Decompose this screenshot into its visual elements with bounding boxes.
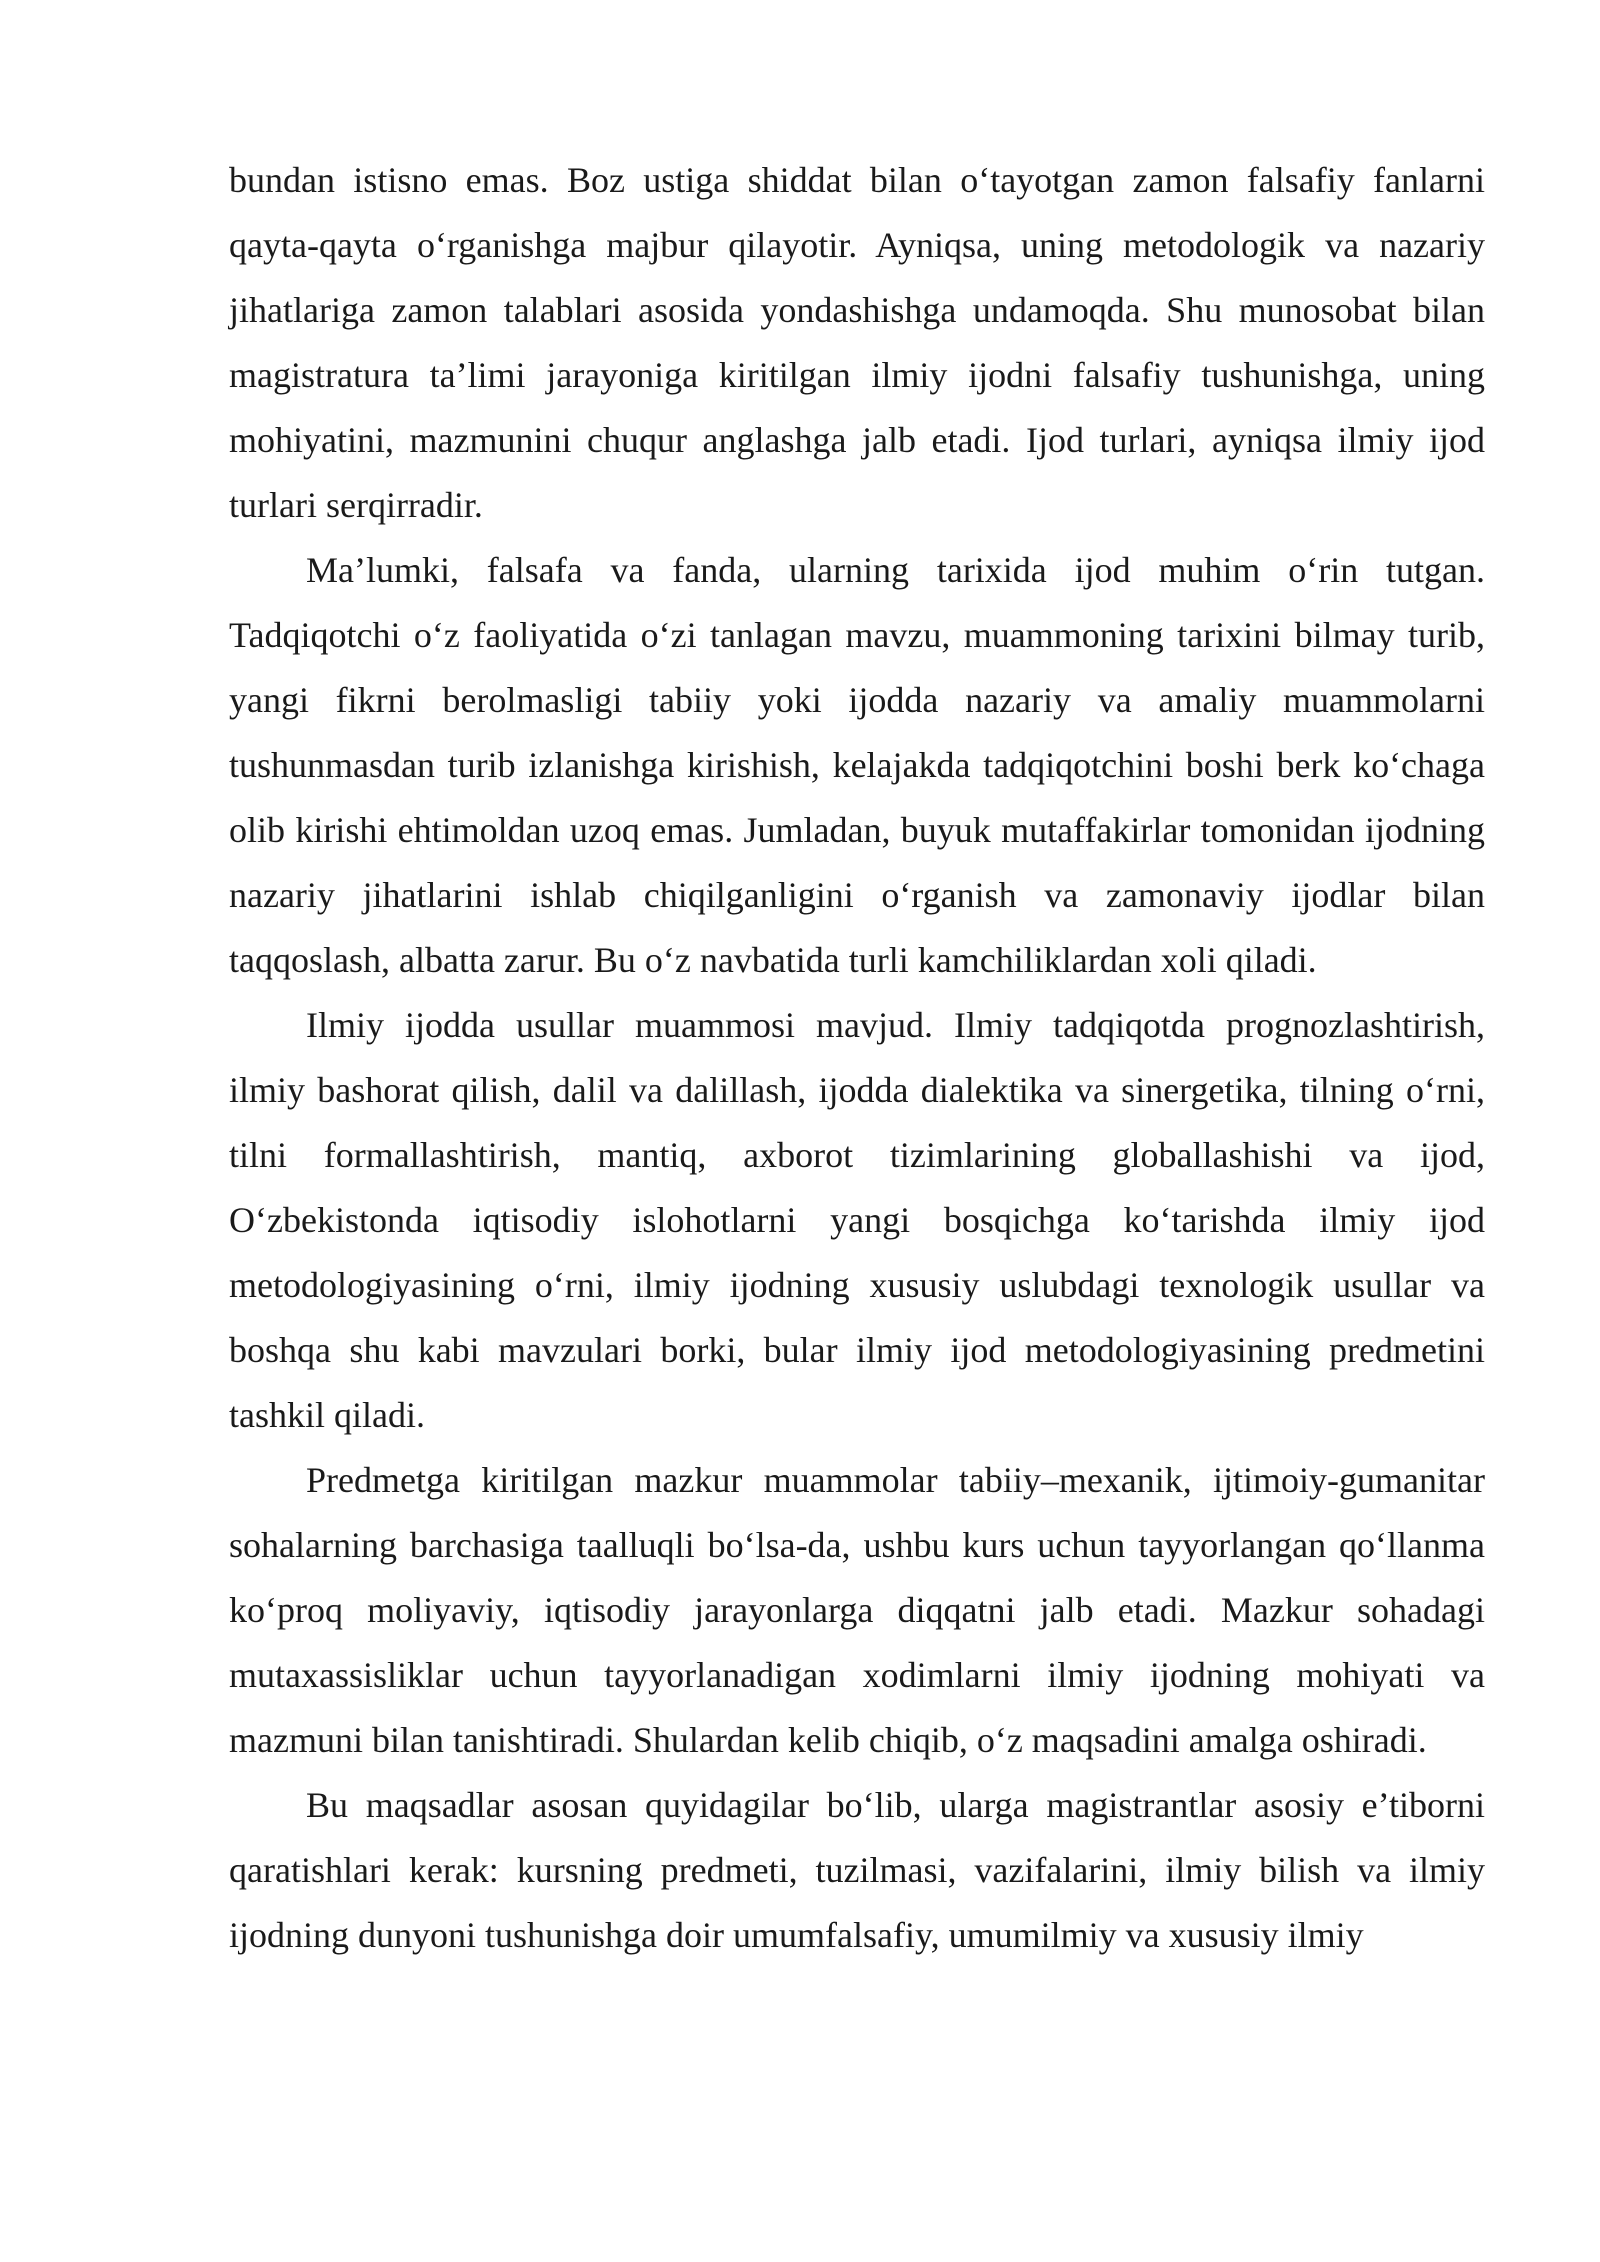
paragraph: bundan istisno emas. Boz ustiga shiddat bilan o‘tayotgan zamon falsafiy fanlarni qayta-qayta o‘rganishga majbur qilayotir. Ayniqsa, uning metodologik va nazariy jihatlariga zamon talablari asosida yondashishga undamoqda. Shu munosobat bilan magistratura ta’limi jarayoniga kiritilgan ilmiy ijodni falsafiy tushunishga, uning mohiyatini, mazmunini chuqur anglashga jalb etadi. Ijod turlari, ayniqsa ilmiy ijod turlari serqirradir. [229,160,1485,525]
paragraph: Ma’lumki, falsafa va fanda, ularning tarixida ijod muhim o‘rin tutgan. Tadqiqotchi o‘z faoliyatida o‘zi tanlagan mavzu, muammoning tarixini bilmay turib, yangi fikrni berolmasligi tabiiy yoki ijodda nazariy va amaliy muammolarni tushunmasdan turib izlanishga kirishish, kelajakda tadqiqotchini boshi berk ko‘chaga olib kirishi ehtimoldan uzoq emas. Jumladan, buyuk mutaffakirlar tomonidan ijodning nazariy jihatlarini ishlab chiqilganligini o‘rganish va zamonaviy ijodlar bilan taqqoslash, albatta zarur. Bu o‘z navbatida turli kamchiliklardan xoli qiladi. [229,550,1485,980]
paragraph: Predmetga kiritilgan mazkur muammolar tabiiy–mexanik, ijtimoiy-gumanitar sohalarning barchasiga taalluqli bo‘lsa-da, ushbu kurs uchun tayyorlangan qo‘llanma ko‘proq moliyaviy, iqtisodiy jarayonlarga diqqatni jalb etadi. Mazkur sohadagi mutaxassisliklar uchun tayyorlanadigan xodimlarni ilmiy ijodning mohiyati va mazmuni bilan tanishtiradi. Shulardan kelib chiqib, o‘z maqsadini amalga oshiradi. [229,1460,1485,1760]
paragraph: Ilmiy ijodda usullar muammosi mavjud. Ilmiy tadqiqotda prognozlashtirish, ilmiy bashorat qilish, dalil va dalillash, ijodda dialektika va sinergetika, tilning o‘rni, tilni formallashtirish, mantiq, axborot tizimlarining globallashishi va ijod, O‘zbekistonda iqtisodiy islohotlarni yangi bosqichga ko‘tarishda ilmiy ijod metodologiyasining o‘rni, ilmiy ijodning xususiy uslubdagi texnologik usullar va boshqa shu kabi mavzulari borki, bular ilmiy ijod metodologiyasining predmetini tashkil qiladi. [229,1005,1485,1435]
paragraph: Bu maqsadlar asosan quyidagilar bo‘lib, ularga magistrantlar asosiy e’tiborni qaratishlari kerak: kursning predmeti, tuzilmasi, vazifalarini, ilmiy bilish va ilmiy ijodning dunyoni tushunishga doir umumfalsafiy, umumilmiy va xususiy ilmiy [229,1785,1485,1955]
document-page [229,148,1485,1968]
